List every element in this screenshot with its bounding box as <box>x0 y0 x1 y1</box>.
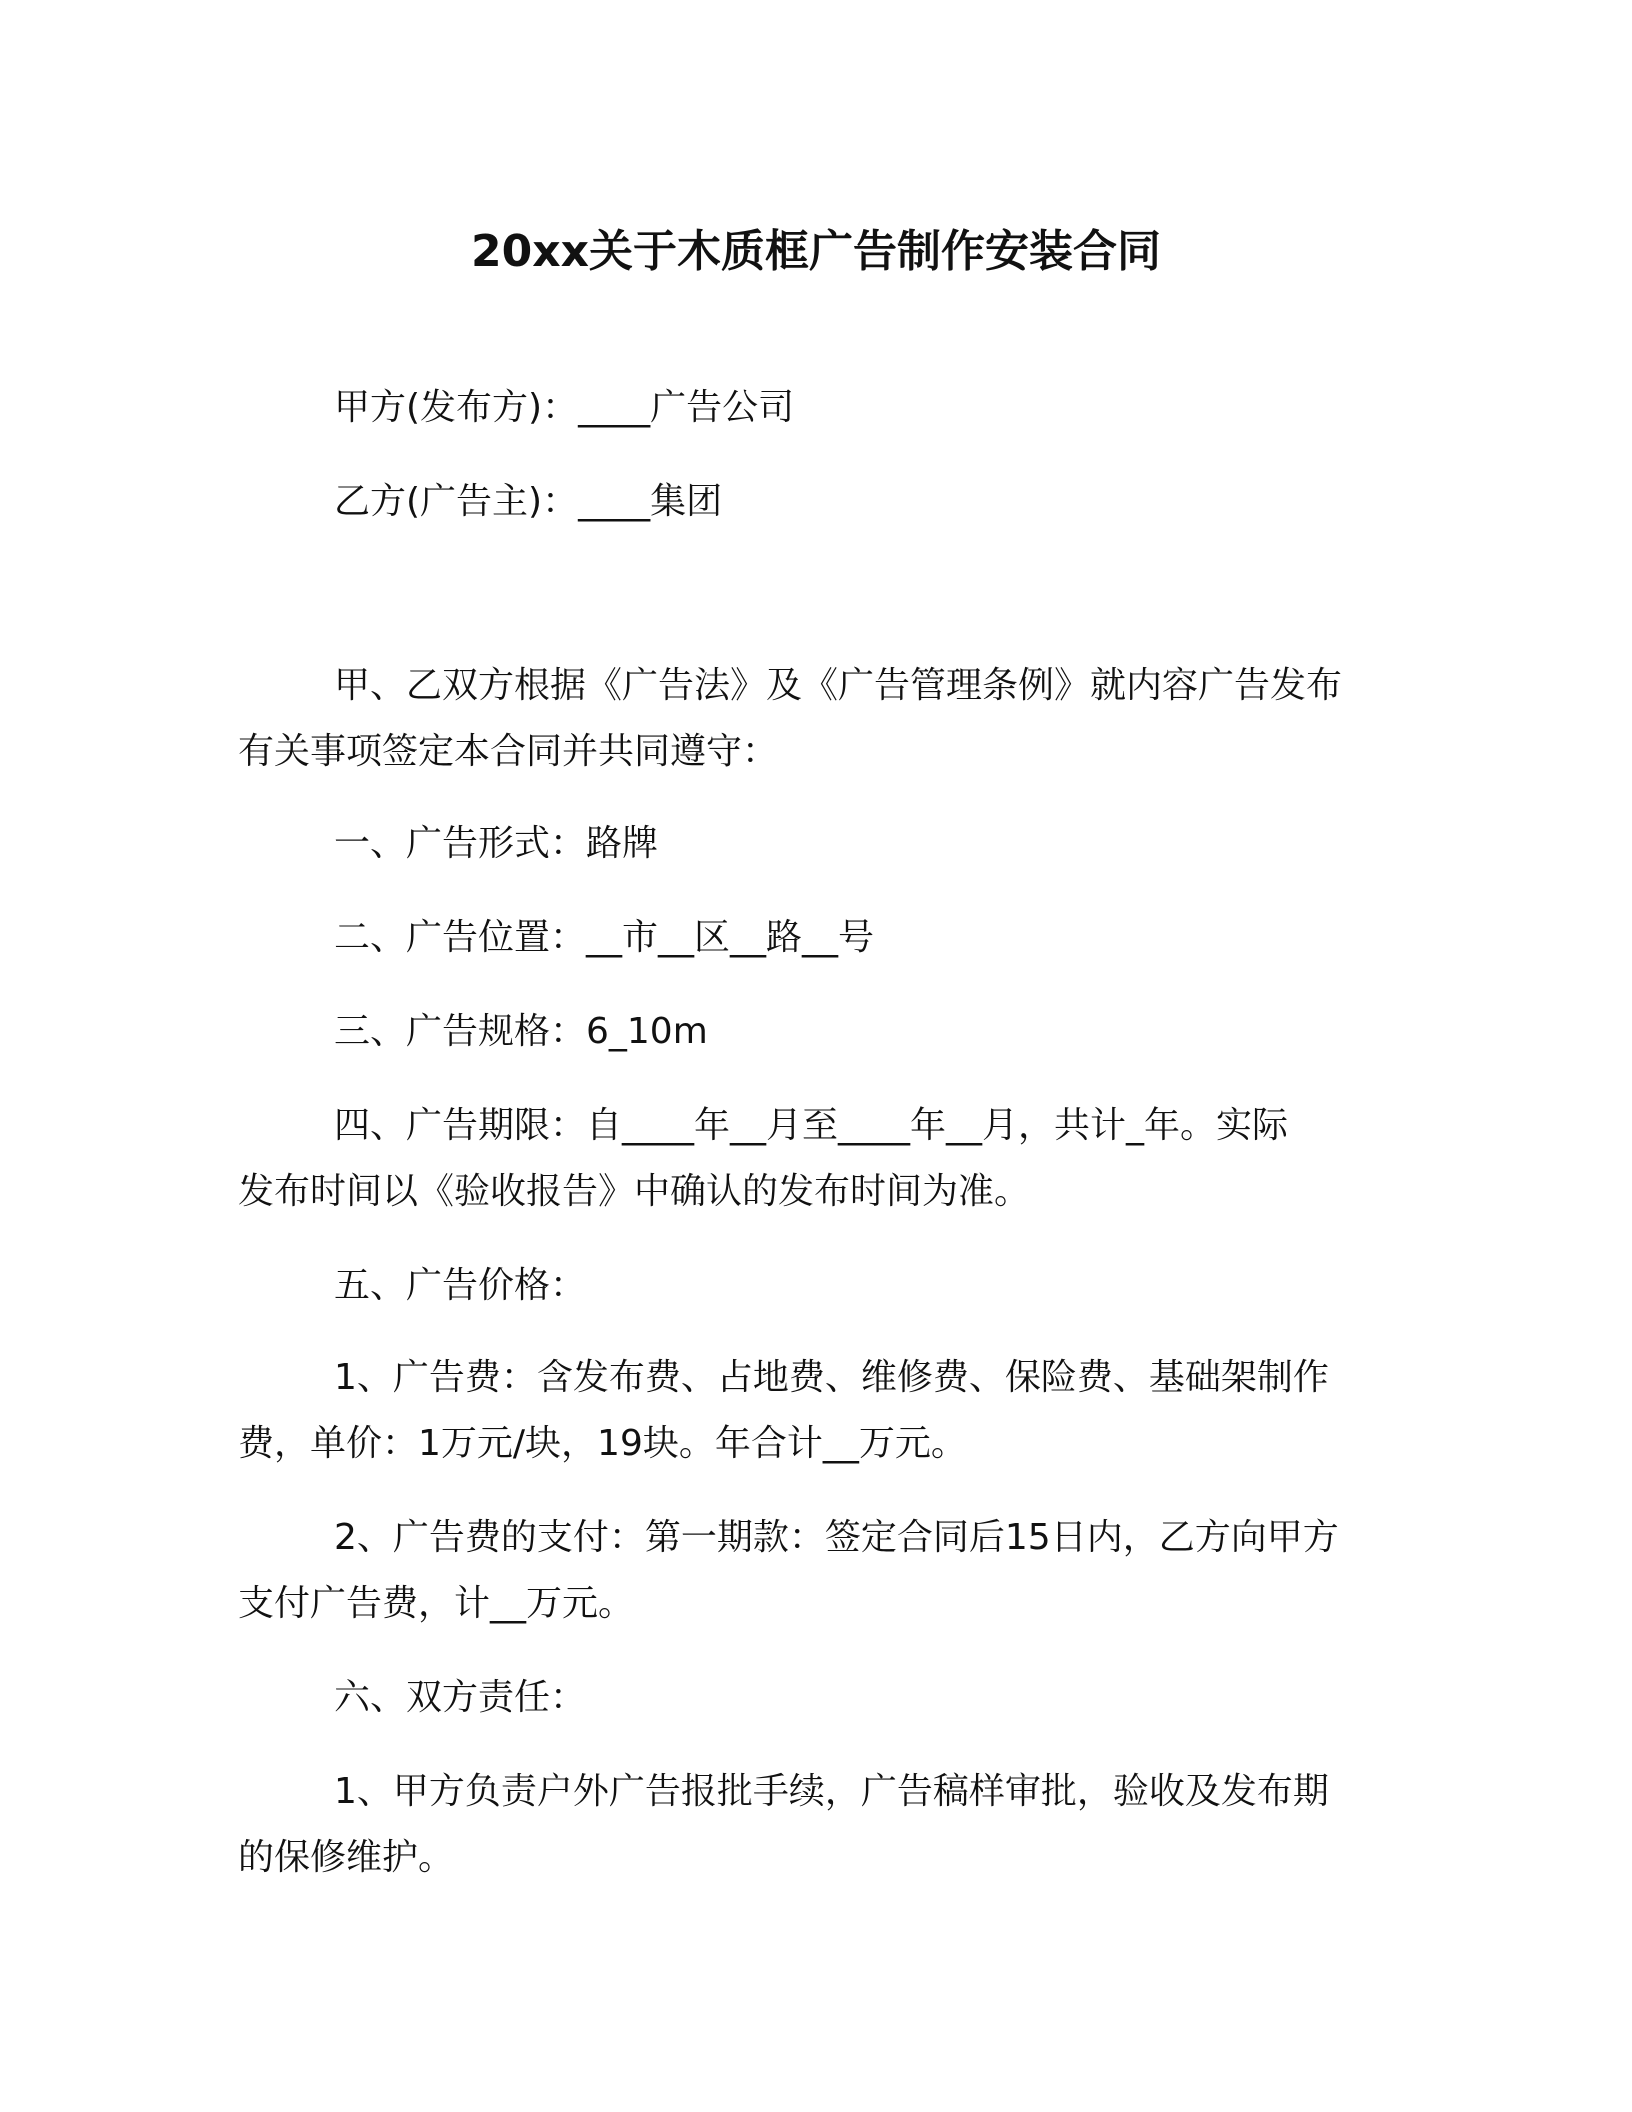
intro-line-2: 有关事项签定本合同并共同遵守： <box>238 731 779 772</box>
clause-ad-location: 二、广告位置：__市__区__路__号 <box>334 917 875 958</box>
clause-ad-period-line-2: 发布时间以《验收报告》中确认的发布时间为准。 <box>238 1171 1031 1212</box>
clause-party-a-duty-line-1: 1、甲方负责户外广告报批手续，广告稿样审批，验收及发布期 <box>334 1771 1329 1812</box>
clause-payment-line-1: 2、广告费的支付：第一期款：签定合同后15日内，乙方向甲方 <box>334 1517 1339 1558</box>
clause-fee-line-2: 费，单价：1万元/块，19块。年合计__万元。 <box>238 1423 967 1464</box>
clause-ad-price: 五、广告价格： <box>334 1265 587 1306</box>
document-title: 20xx关于木质框广告制作安装合同 <box>471 226 1161 277</box>
clause-responsibilities: 六、双方责任： <box>334 1677 587 1718</box>
clause-ad-form: 一、广告形式：路牌 <box>334 823 659 864</box>
clause-payment-line-2: 支付广告费，计__万元。 <box>238 1583 635 1624</box>
party-a-line: 甲方(发布方)：____广告公司 <box>334 387 795 428</box>
clause-ad-spec: 三、广告规格：6_10m <box>334 1011 708 1052</box>
clause-party-a-duty-line-2: 的保修维护。 <box>238 1837 455 1878</box>
clause-ad-period-line-1: 四、广告期限：自____年__月至____年__月，共计_年。实际 <box>334 1105 1289 1146</box>
clause-fee-line-1: 1、广告费：含发布费、占地费、维修费、保险费、基础架制作 <box>334 1357 1329 1398</box>
party-b-line: 乙方(广告主)：____集团 <box>334 481 723 522</box>
intro-line-1: 甲、乙双方根据《广告法》及《广告管理条例》就内容广告发布 <box>334 665 1343 706</box>
